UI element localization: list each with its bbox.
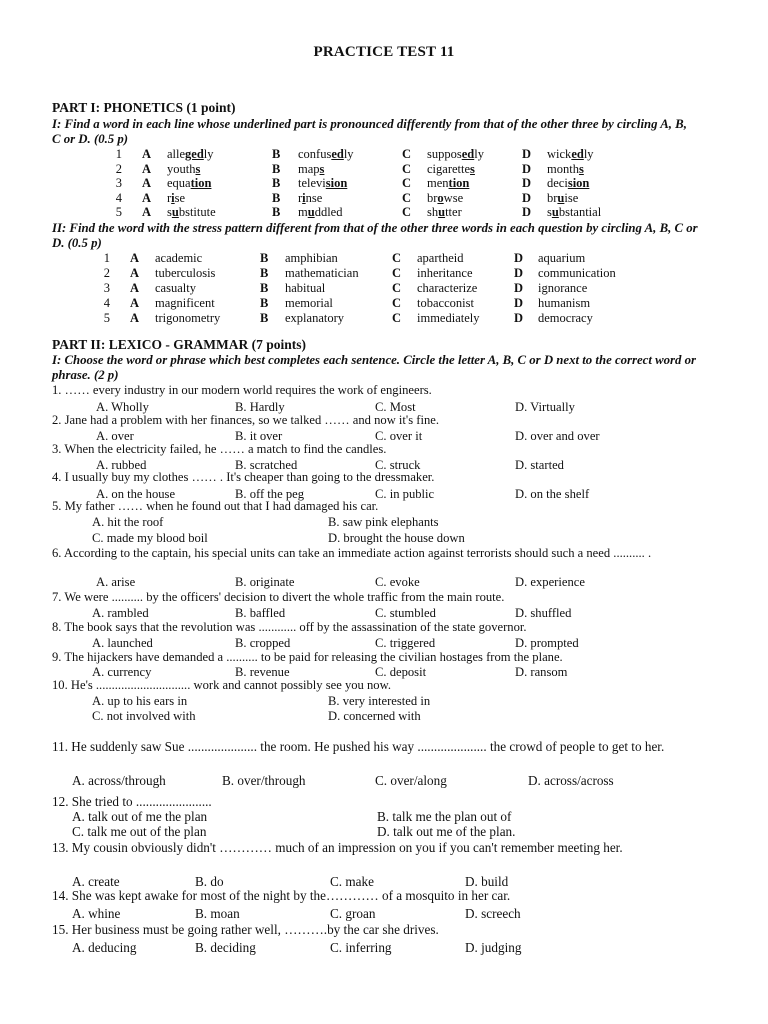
option-letter: D bbox=[522, 147, 532, 161]
question-stem: 9. The hijackers have demanded a .......... to be paid for releasing the civilian hostages from the plane. bbox=[52, 650, 563, 664]
underlined-part: ed bbox=[331, 147, 344, 161]
phonetics-row bbox=[0, 176, 768, 191]
phonetics-row bbox=[0, 191, 768, 206]
option-letter: A bbox=[142, 147, 152, 161]
row-number: 5 bbox=[115, 205, 122, 219]
answer-options bbox=[0, 709, 768, 724]
answer-options bbox=[0, 824, 768, 840]
answer-options bbox=[0, 906, 768, 922]
question-stem: 10. He's .............................. work and cannot possibly see you now. bbox=[52, 678, 391, 692]
answer-option: D. over and over bbox=[515, 429, 600, 443]
stress-row bbox=[0, 281, 768, 296]
answer-option: A. create bbox=[72, 874, 120, 889]
option-letter: A bbox=[142, 161, 152, 176]
option-letter: A bbox=[142, 205, 152, 219]
option-word: characterize bbox=[417, 281, 478, 295]
underlined-part: i bbox=[302, 190, 306, 205]
option-word: immediately bbox=[417, 311, 480, 325]
option-letter: B bbox=[260, 296, 269, 310]
row-number: 4 bbox=[103, 296, 110, 310]
question-stem: 12. She tried to ....................... bbox=[52, 794, 212, 809]
answer-option: A. rubbed bbox=[96, 458, 147, 472]
answer-option: D. started bbox=[515, 458, 564, 472]
option-letter: B bbox=[260, 266, 269, 280]
option-letter: D bbox=[514, 296, 524, 310]
answer-option: B. originate bbox=[235, 575, 295, 589]
row-number: 3 bbox=[103, 281, 110, 295]
option-word: equation bbox=[167, 176, 212, 190]
option-word: confusedly bbox=[298, 147, 354, 161]
option-word: tuberculosis bbox=[155, 266, 216, 280]
answer-option: C. not involved with bbox=[92, 709, 196, 723]
option-letter: A bbox=[130, 266, 140, 280]
answer-option: A. Wholly bbox=[96, 400, 149, 414]
answer-option: C. over it bbox=[375, 429, 423, 443]
option-word: ignorance bbox=[538, 281, 588, 295]
answer-option: C. make bbox=[330, 874, 374, 889]
question-stem: 13. My cousin obviously didn't ………… much of an impression on you if you can't remember meeting her. bbox=[52, 840, 623, 855]
part1-heading: PART I: PHONETICS (1 point) bbox=[52, 100, 236, 115]
answer-option: D. build bbox=[465, 874, 509, 889]
option-word: tobacconist bbox=[417, 296, 474, 310]
answer-option: C. Most bbox=[375, 400, 416, 414]
underlined-part: ed bbox=[571, 147, 584, 161]
option-letter: D bbox=[514, 311, 524, 325]
question-stem: 7. We were .......... by the officers' decision to divert the whole traffic from the main route. bbox=[52, 590, 505, 604]
option-letter: C bbox=[392, 266, 402, 280]
option-word: inheritance bbox=[417, 266, 473, 280]
option-word: communication bbox=[538, 266, 616, 280]
answer-options bbox=[0, 773, 768, 789]
option-word: maps bbox=[298, 161, 325, 176]
answer-option: B. baffled bbox=[235, 606, 286, 620]
option-letter: D bbox=[522, 190, 532, 205]
row-number: 1 bbox=[115, 147, 122, 161]
answer-option: C. triggered bbox=[375, 636, 436, 650]
option-letter: D bbox=[514, 266, 524, 280]
answer-option: A. deducing bbox=[72, 940, 137, 955]
phonetics-row bbox=[0, 147, 768, 162]
option-word: aquarium bbox=[538, 251, 586, 265]
row-number: 4 bbox=[115, 190, 122, 205]
option-word: habitual bbox=[285, 281, 326, 295]
option-word: amphibian bbox=[285, 251, 338, 265]
answer-option: B. Hardly bbox=[235, 400, 285, 414]
question-stem: 6. According to the captain, his special units can take an immediate action against terrorists should such a need .......... . bbox=[52, 546, 652, 560]
underlined-part: s bbox=[195, 161, 201, 176]
answer-option: C. over/along bbox=[375, 773, 447, 788]
option-word: allegedly bbox=[167, 147, 214, 161]
stress-row bbox=[0, 266, 768, 281]
option-letter: C bbox=[402, 147, 412, 161]
stress-row bbox=[0, 251, 768, 266]
answer-option: C. deposit bbox=[375, 665, 427, 679]
answer-option: A. whine bbox=[72, 906, 121, 921]
question-stem: 15. Her business must be going rather well, ……….by the car she drives. bbox=[52, 922, 439, 937]
answer-option: D. Virtually bbox=[515, 400, 575, 414]
option-letter: B bbox=[260, 251, 269, 265]
question-stem: 14. She was kept awake for most of the night by the………… of a mosquito in her car. bbox=[52, 888, 511, 903]
underlined-part: o bbox=[437, 190, 444, 205]
option-letter: A bbox=[130, 281, 140, 295]
answer-options bbox=[0, 531, 768, 546]
answer-option: C. made my blood boil bbox=[92, 531, 208, 545]
option-word: trigonometry bbox=[155, 311, 221, 325]
answer-option: B. off the peg bbox=[235, 487, 305, 501]
underlined-part: ed bbox=[461, 147, 475, 161]
option-letter: C bbox=[402, 161, 412, 176]
row-number: 1 bbox=[103, 251, 110, 265]
option-word: substitute bbox=[167, 205, 216, 219]
option-letter: C bbox=[402, 205, 412, 219]
option-word: youths bbox=[167, 161, 201, 176]
answer-option: B. moan bbox=[195, 906, 240, 921]
underlined-part: ged bbox=[185, 147, 204, 161]
answer-option: A. arise bbox=[96, 575, 136, 589]
underlined-part: tion bbox=[448, 176, 470, 190]
option-word: mathematician bbox=[285, 266, 359, 280]
option-letter: A bbox=[130, 311, 140, 325]
option-word: months bbox=[547, 161, 584, 176]
stress-row bbox=[0, 311, 768, 326]
answer-options bbox=[0, 575, 768, 590]
option-word: magnificent bbox=[155, 296, 215, 310]
option-letter: D bbox=[514, 281, 524, 295]
option-word: memorial bbox=[285, 296, 333, 310]
underlined-part: s bbox=[578, 161, 584, 176]
option-letter: B bbox=[272, 176, 281, 190]
option-letter: B bbox=[272, 205, 281, 219]
option-word: rise bbox=[167, 190, 186, 205]
answer-option: A. up to his ears in bbox=[92, 694, 188, 708]
option-word: wickedly bbox=[547, 147, 594, 161]
answer-option: D. shuffled bbox=[515, 606, 572, 620]
answer-option: B. do bbox=[195, 874, 224, 889]
answer-option: A. across/through bbox=[72, 773, 166, 788]
question-stem: 1. …… every industry in our modern world requires the work of engineers. bbox=[52, 383, 432, 397]
answer-option: B. revenue bbox=[235, 665, 290, 679]
part1-instruction-1: I: Find a word in each line whose underlined part is pronounced differently from that of the other three by circling A, B, C or D. (0.5 p) bbox=[52, 117, 687, 146]
part1-instruction-2: II: Find the word with the stress pattern different from that of the other three words in each question by circling A, B, C or D. (0.5 p) bbox=[52, 221, 698, 250]
option-word: supposedly bbox=[427, 147, 484, 161]
answer-option: A. over bbox=[96, 429, 134, 443]
answer-option: A. rambled bbox=[92, 606, 149, 620]
question-stem: 3. When the electricity failed, he …… a match to find the candles. bbox=[52, 442, 387, 456]
underlined-part: s bbox=[470, 161, 475, 176]
answer-option: C. groan bbox=[330, 906, 376, 921]
answer-option: A. on the house bbox=[96, 487, 176, 501]
option-letter: D bbox=[522, 176, 532, 190]
option-letter: D bbox=[514, 251, 524, 265]
option-word: democracy bbox=[538, 311, 593, 325]
answer-option: D. judging bbox=[465, 940, 522, 955]
question-stem: 5. My father …… when he found out that I had damaged his car. bbox=[52, 499, 379, 513]
option-letter: A bbox=[142, 190, 152, 205]
answer-option: B. very interested in bbox=[328, 694, 431, 708]
option-word: mention bbox=[427, 176, 470, 190]
answer-option: D. prompted bbox=[515, 636, 579, 650]
row-number: 3 bbox=[115, 176, 122, 190]
answer-options bbox=[0, 636, 768, 651]
row-number: 2 bbox=[115, 161, 122, 176]
answer-option: C. inferring bbox=[330, 940, 392, 955]
option-letter: C bbox=[392, 311, 402, 325]
underlined-part: u bbox=[171, 205, 179, 219]
option-letter: B bbox=[272, 190, 281, 205]
option-letter: D bbox=[522, 205, 532, 219]
answer-option: A. currency bbox=[92, 665, 152, 679]
option-word: apartheid bbox=[417, 251, 464, 265]
option-letter: B bbox=[272, 147, 281, 161]
option-word: decision bbox=[547, 176, 590, 190]
option-word: browse bbox=[427, 190, 464, 205]
option-letter: C bbox=[392, 281, 402, 295]
option-word: cigarettes bbox=[427, 161, 475, 176]
answer-option: C. in public bbox=[375, 487, 435, 501]
answer-options bbox=[0, 515, 768, 530]
question-stem: 2. Jane had a problem with her finances, so we talked …… and now it's fine. bbox=[52, 413, 439, 427]
option-letter: B bbox=[272, 161, 281, 176]
answer-option: D. screech bbox=[465, 906, 521, 921]
part2-heading: PART II: LEXICO - GRAMMAR (7 points) bbox=[52, 337, 307, 352]
answer-option: D. on the shelf bbox=[515, 487, 590, 501]
option-letter: C bbox=[392, 296, 402, 310]
option-letter: A bbox=[130, 296, 140, 310]
option-word: humanism bbox=[538, 296, 591, 310]
answer-option: A. hit the roof bbox=[92, 515, 164, 529]
phonetics-row bbox=[0, 162, 768, 177]
option-letter: C bbox=[392, 251, 402, 265]
option-word: academic bbox=[155, 251, 203, 265]
answer-option: B. cropped bbox=[235, 636, 291, 650]
answer-options bbox=[0, 940, 768, 956]
option-letter: D bbox=[522, 161, 532, 176]
option-letter: C bbox=[402, 176, 412, 190]
underlined-part: sion bbox=[325, 176, 348, 190]
option-word: rinse bbox=[298, 190, 323, 205]
row-number: 2 bbox=[103, 266, 110, 280]
page-title: PRACTICE TEST 11 bbox=[313, 44, 455, 60]
underlined-part: s bbox=[319, 161, 325, 176]
answer-option: B. it over bbox=[235, 429, 283, 443]
underlined-part: u bbox=[438, 205, 446, 219]
option-word: casualty bbox=[155, 281, 196, 295]
underlined-part: u bbox=[307, 205, 315, 219]
underlined-part: u bbox=[557, 190, 565, 205]
underlined-part: sion bbox=[567, 176, 590, 190]
answer-option: A. talk out of me the plan bbox=[72, 809, 208, 824]
row-number: 5 bbox=[103, 311, 110, 325]
option-letter: C bbox=[402, 190, 412, 205]
answer-option: D. across/across bbox=[528, 773, 614, 788]
stress-row bbox=[0, 296, 768, 311]
answer-option: B. deciding bbox=[195, 940, 256, 955]
option-word: muddled bbox=[298, 205, 343, 219]
question-stem: 4. I usually buy my clothes …… . It's cheaper than going to the dressmaker. bbox=[52, 470, 435, 484]
option-word: bruise bbox=[547, 190, 579, 205]
underlined-part: u bbox=[551, 205, 559, 219]
option-letter: A bbox=[130, 251, 140, 265]
answer-options bbox=[0, 809, 768, 825]
option-word: shutter bbox=[427, 205, 462, 219]
option-letter: B bbox=[260, 311, 269, 325]
option-word: substantial bbox=[547, 205, 602, 219]
question-stem: 11. He suddenly saw Sue ..................... the room. He pushed his way ..................... the crowd of people to get to her. bbox=[52, 739, 665, 754]
answer-option: C. struck bbox=[375, 458, 421, 472]
answer-option: D. experience bbox=[515, 575, 585, 589]
option-letter: A bbox=[142, 176, 152, 190]
answer-options bbox=[0, 694, 768, 709]
answer-option: D. ransom bbox=[515, 665, 568, 679]
answer-option: D. talk out me of the plan. bbox=[377, 824, 516, 839]
answer-option: C. stumbled bbox=[375, 606, 436, 620]
part2-instruction: I: Choose the word or phrase which best completes each sentence. Circle the letter A, B, C or D next to the correct word or phrase. (2 p) bbox=[52, 353, 696, 382]
answer-options bbox=[0, 606, 768, 621]
answer-option: B. scratched bbox=[235, 458, 298, 472]
option-letter: B bbox=[260, 281, 269, 295]
answer-option: B. saw pink elephants bbox=[328, 515, 439, 529]
answer-option: B. over/through bbox=[222, 773, 306, 788]
answer-option: D. concerned with bbox=[328, 709, 421, 723]
option-word: explanatory bbox=[285, 311, 345, 325]
option-word: television bbox=[298, 176, 348, 190]
underlined-part: i bbox=[171, 190, 175, 205]
question-stem: 8. The book says that the revolution was ............ off by the assassination of the state governor. bbox=[52, 620, 527, 634]
answer-option: C. evoke bbox=[375, 575, 420, 589]
underlined-part: tion bbox=[190, 176, 212, 190]
answer-option: D. brought the house down bbox=[328, 531, 465, 545]
answer-option: C. talk me out of the plan bbox=[72, 824, 207, 839]
answer-option: A. launched bbox=[92, 636, 153, 650]
phonetics-row bbox=[0, 205, 768, 220]
answer-option: B. talk me the plan out of bbox=[377, 809, 512, 824]
